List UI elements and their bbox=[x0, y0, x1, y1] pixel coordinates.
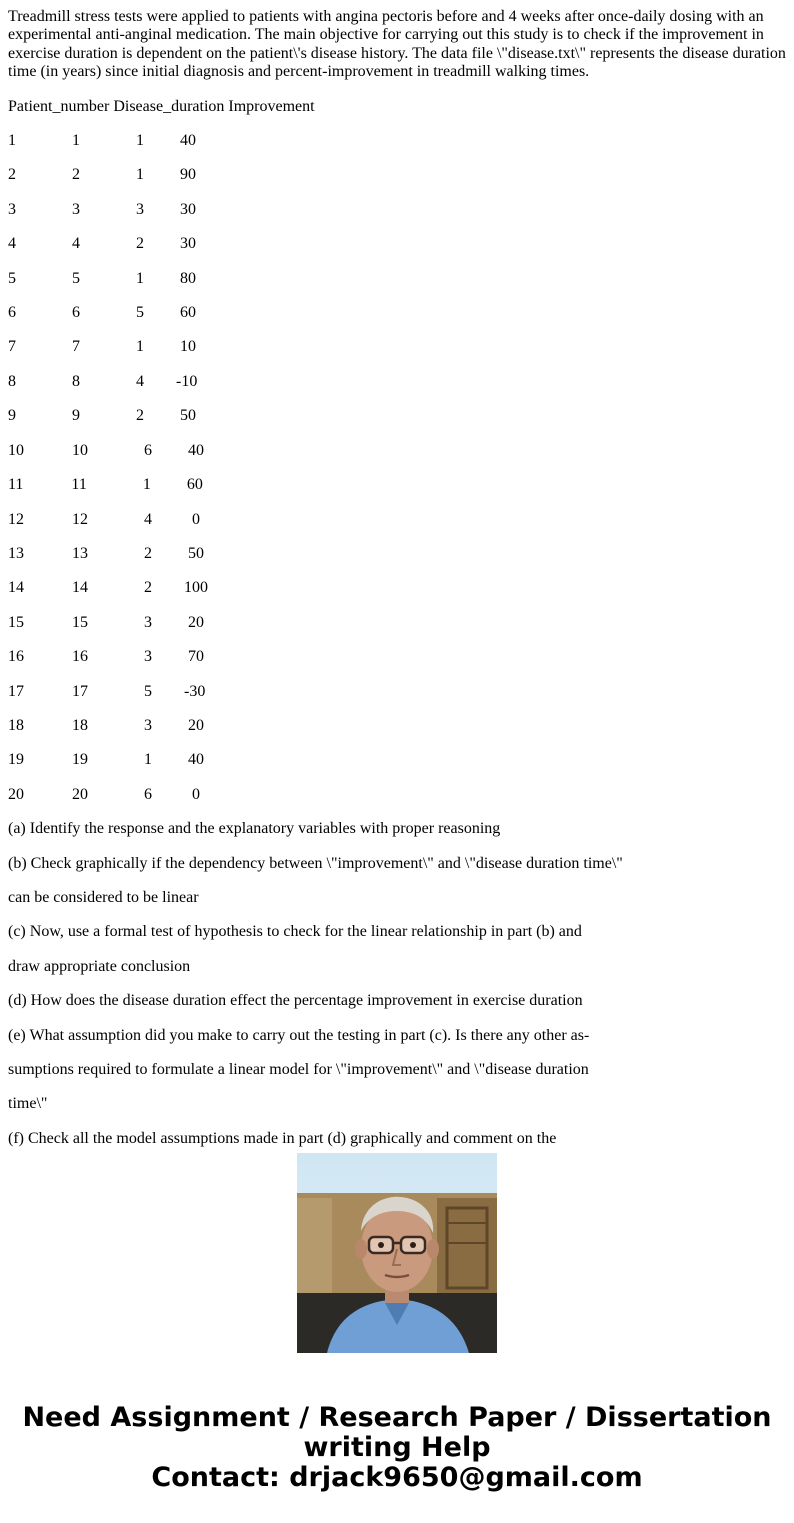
table-row: 12 12 4 0 bbox=[8, 510, 200, 528]
promo-banner bbox=[0, 1403, 794, 1493]
question-part-line: (d) How does the disease duration effect the percentage improvement in exercise duration bbox=[8, 992, 583, 1010]
question-part-line: can be considered to be linear bbox=[8, 888, 199, 906]
profile-photo bbox=[297, 1153, 497, 1353]
data-table bbox=[8, 132, 788, 804]
table-row: 9 9 2 50 bbox=[8, 407, 196, 425]
question-part-line: sumptions required to formulate a linear model for \"improvement\" and \"disease duration bbox=[8, 1061, 589, 1078]
question-part-line: (c) Now, use a formal test of hypothesis to check for the linear relationship in part (b) and bbox=[8, 923, 582, 941]
table-row: 5 5 1 80 bbox=[8, 269, 196, 287]
person-portrait-icon bbox=[297, 1153, 497, 1353]
table-row: 19 19 1 40 bbox=[8, 751, 204, 769]
table-row: 18 18 3 20 bbox=[8, 716, 204, 734]
table-row: 8 8 4 -10 bbox=[8, 372, 198, 390]
table-row: 20 20 6 0 bbox=[8, 785, 200, 803]
table-row: 6 6 5 60 bbox=[8, 304, 196, 322]
table-row: 7 7 1 10 bbox=[8, 338, 196, 356]
question-parts bbox=[8, 820, 788, 1148]
table-row: 3 3 3 30 bbox=[8, 200, 196, 218]
table-row: 10 10 6 40 bbox=[8, 441, 204, 459]
table-row: 16 16 3 70 bbox=[8, 648, 204, 666]
question-part-line: (b) Check graphically if the dependency between \"improvement\" and \"disease duration time\" bbox=[8, 854, 623, 872]
table-row: 15 15 3 20 bbox=[8, 613, 204, 631]
question-part-line: time\" bbox=[8, 1095, 48, 1113]
table-row: 1 1 1 40 bbox=[8, 132, 196, 150]
question-part-line: draw appropriate conclusion bbox=[8, 957, 191, 975]
question-part-line: (f) Check all the model assumptions made in part (d) graphically and comment on the bbox=[8, 1129, 557, 1147]
table-row: 11 11 1 60 bbox=[8, 476, 203, 494]
table-header-line: Patient_number Disease_duration Improvement bbox=[8, 97, 315, 115]
question-part-line: (e) What assumption did you make to carry out the testing in part (c). Is there any other as- bbox=[8, 1026, 590, 1044]
question-part-line: (a) Identify the response and the explanatory variables with proper reasoning bbox=[8, 820, 501, 838]
table-row: 2 2 1 90 bbox=[8, 166, 196, 184]
table-row: 17 17 5 -30 bbox=[8, 682, 206, 700]
promo-line: Need Assignment / Research Paper / Dissertation bbox=[22, 1402, 772, 1433]
table-row: 4 4 2 30 bbox=[8, 235, 196, 253]
table-row: 13 13 2 50 bbox=[8, 544, 204, 562]
question-content bbox=[8, 8, 788, 1147]
promo-line: writing Help bbox=[303, 1432, 491, 1463]
promo-contact: Contact: drjack9650@gmail.com bbox=[151, 1462, 643, 1493]
table-row: 14 14 2 100 bbox=[8, 579, 208, 597]
question-intro: Treadmill stress tests were applied to patients with angina pectoris before and 4 weeks after once-daily dosing with an experimental anti-anginal medication. The main objective for carrying out this study is to check if the improvement in exercise duration is dependent on the patient\'s disease history. The data file \"disease.txt\" represents the disease duration time (in years) since initial diagnosis and percent-improvement in treadmill walking times. bbox=[8, 8, 786, 81]
